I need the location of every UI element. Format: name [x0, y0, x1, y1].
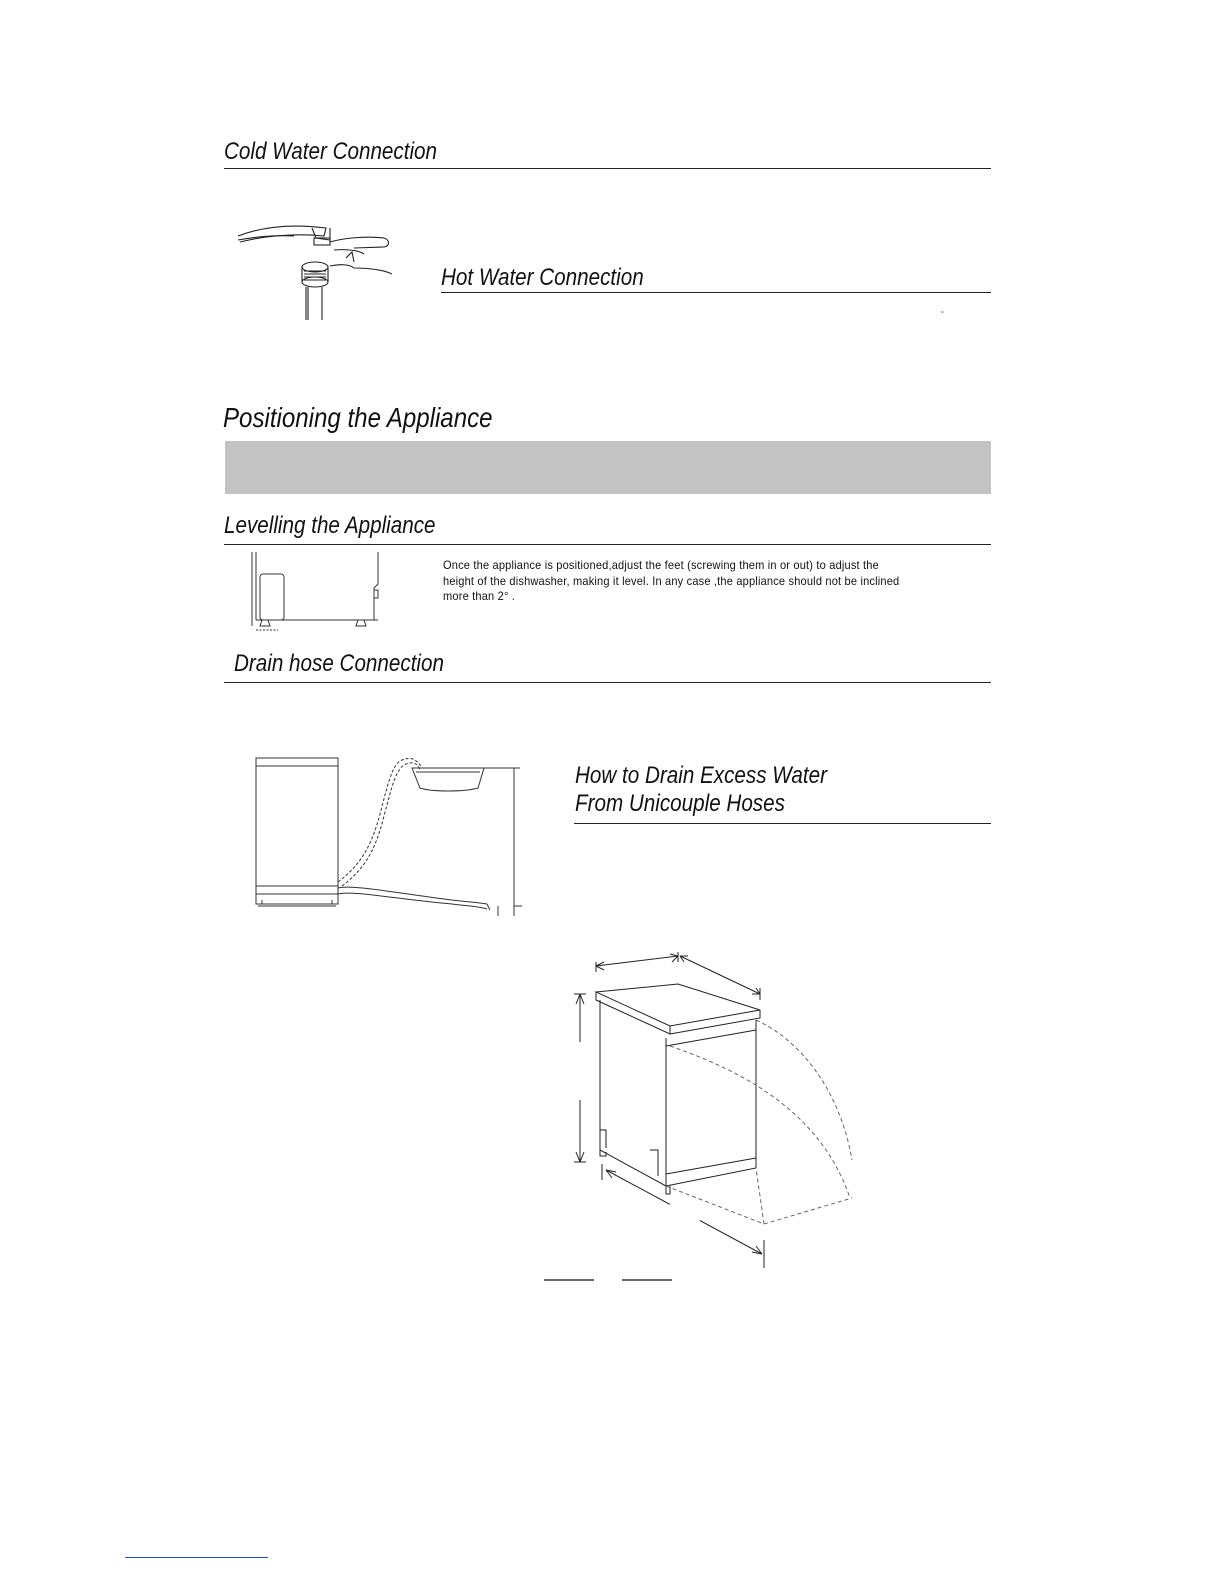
faucet-hose-connection-icon	[234, 216, 404, 320]
levelling-feet-icon	[248, 550, 388, 636]
hot-water-rule	[441, 292, 991, 293]
positioning-heading: Positioning the Appliance	[223, 402, 493, 433]
levelling-heading: Levelling the Appliance	[224, 512, 436, 539]
footer-link-underline[interactable]	[125, 1557, 268, 1558]
levelling-line-3: more than 2° .	[443, 589, 516, 603]
levelling-description	[443, 558, 958, 605]
drain-hose-rule	[224, 682, 991, 683]
drain-hose-sink-icon	[252, 754, 526, 918]
drain-hose-heading: Drain hose Connection	[234, 650, 444, 677]
degree-mark: °	[941, 311, 944, 318]
drain-excess-rule	[574, 823, 991, 824]
drain-excess-heading-line2: From Unicouple Hoses	[575, 790, 785, 817]
positioning-notice-band	[225, 441, 991, 494]
drain-excess-heading-line1: How to Drain Excess Water	[575, 762, 827, 789]
dishwasher-dimensions-icon	[560, 950, 870, 1290]
levelling-line-2: height of the dishwasher, making it level. In any case ,the appliance should not be inclined	[443, 573, 900, 588]
cold-water-connection-heading: Cold Water Connection	[224, 138, 438, 165]
hot-water-connection-heading: Hot Water Connection	[441, 264, 644, 291]
levelling-rule	[224, 544, 991, 545]
cold-water-rule	[224, 168, 991, 169]
levelling-line-1: Once the appliance is positioned,adjust the feet (screwing them in or out) to adjust the	[443, 558, 879, 572]
